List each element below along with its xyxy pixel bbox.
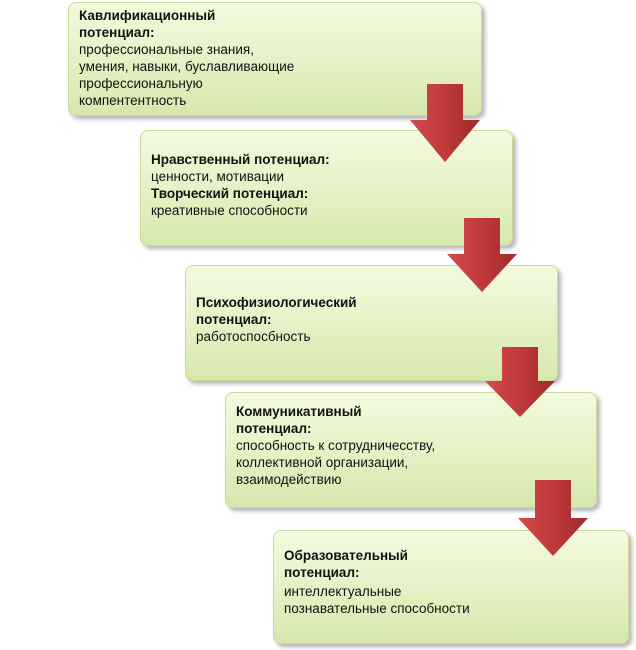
block-description: работоспосбность [196,329,311,344]
block-title-secondary: Творческий потенциал: [151,186,309,201]
flow-arrow-down-icon [485,347,555,419]
block-description: интеллектуальные познавательные способности [284,584,470,616]
block-title: Коммуникативный потенциал: [236,404,362,436]
flow-arrow-down-icon [447,218,517,294]
block-description-secondary: креативные способности [151,203,308,218]
block-title: Образовательный потенциал: [284,548,408,580]
flow-arrow-down-icon [410,84,480,164]
flow-arrow-down-icon [518,480,588,558]
block-description: способность к сотрудничесству, коллективной организации, взаимодействию [236,438,436,487]
block-title: Кавлификационный потенциал: [79,8,216,40]
block-title: Психофизиологический потенциал: [196,295,357,327]
block-description: ценности, мотивации [151,169,285,184]
block-title: Нравственный потенциал: [151,152,330,167]
block-description: профессиональные знания, умения, навыки, буславливающие профессиональную компентентность [79,42,295,108]
